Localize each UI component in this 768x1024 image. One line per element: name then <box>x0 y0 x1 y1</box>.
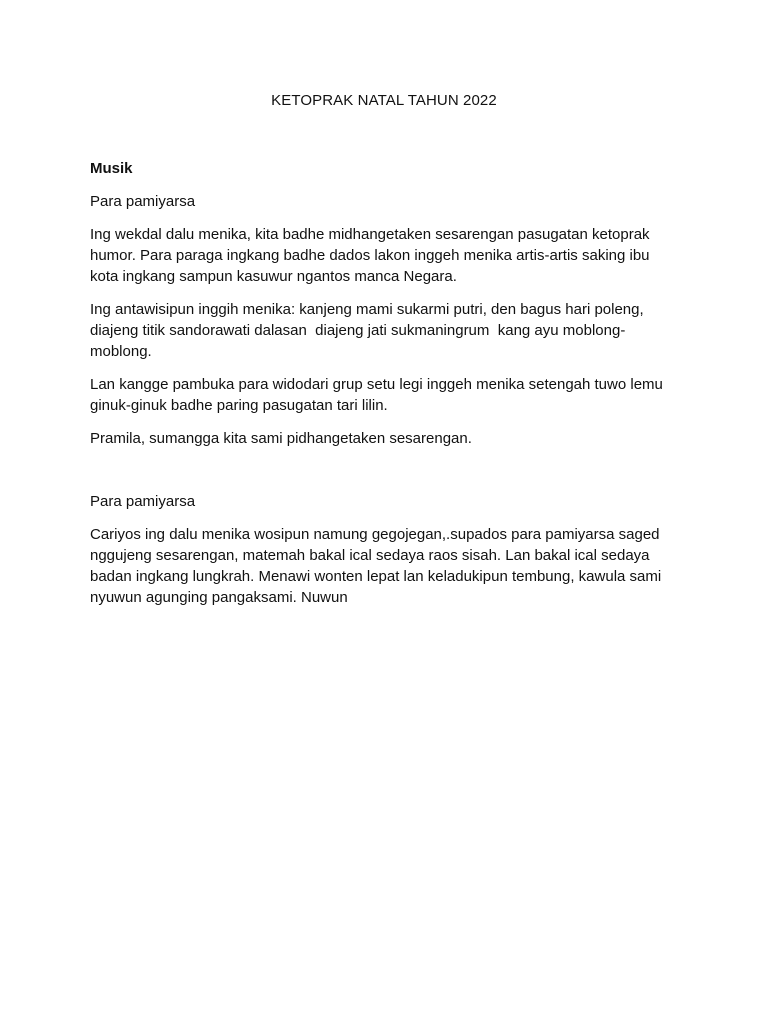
paragraph: Pramila, sumangga kita sami pidhangetaken sesarengan. <box>90 430 472 447</box>
greeting-line: Para pamiyarsa <box>90 193 196 210</box>
paragraph: Ing antawisipun inggih menika: kanjeng mami sukarmi putri, den bagus hari poleng, diajeng titik sandorawati dalasan diajeng jati sukmaningrum kang ayu moblong-moblong. <box>90 301 648 360</box>
paragraph: Lan kangge pambuka para widodari grup setu legi inggeh menika setengah tuwo lemu ginuk-ginuk badhe paring pasugatan tari lilin. <box>90 376 663 414</box>
document-title: KETOPRAK NATAL TAHUN 2022 <box>271 92 497 109</box>
paragraph: Cariyos ing dalu menika wosipun namung gegojegan,.supados para pamiyarsa saged nggujeng sesarengan, matemah bakal ical sedaya raos sisah. Lan bakal ical sedaya badan ingkang lungkrah. Menawi wonten lepat lan keladukipun tembung, kawula sami nyuwun agunging pangaksami. Nuwun <box>90 526 662 606</box>
document-body <box>90 158 680 620</box>
paragraph: Ing wekdal dalu menika, kita badhe midhangetaken sesarengan pasugatan ketoprak humor. Para paraga ingkang badhe dados lakon inggeh menika artis-artis saking ibu kota ingkang sampun kasuwur ngantos manca Negara. <box>90 226 650 285</box>
greeting-line: Para pamiyarsa <box>90 493 196 510</box>
section-heading: Musik <box>90 160 133 177</box>
spacer <box>90 461 680 491</box>
